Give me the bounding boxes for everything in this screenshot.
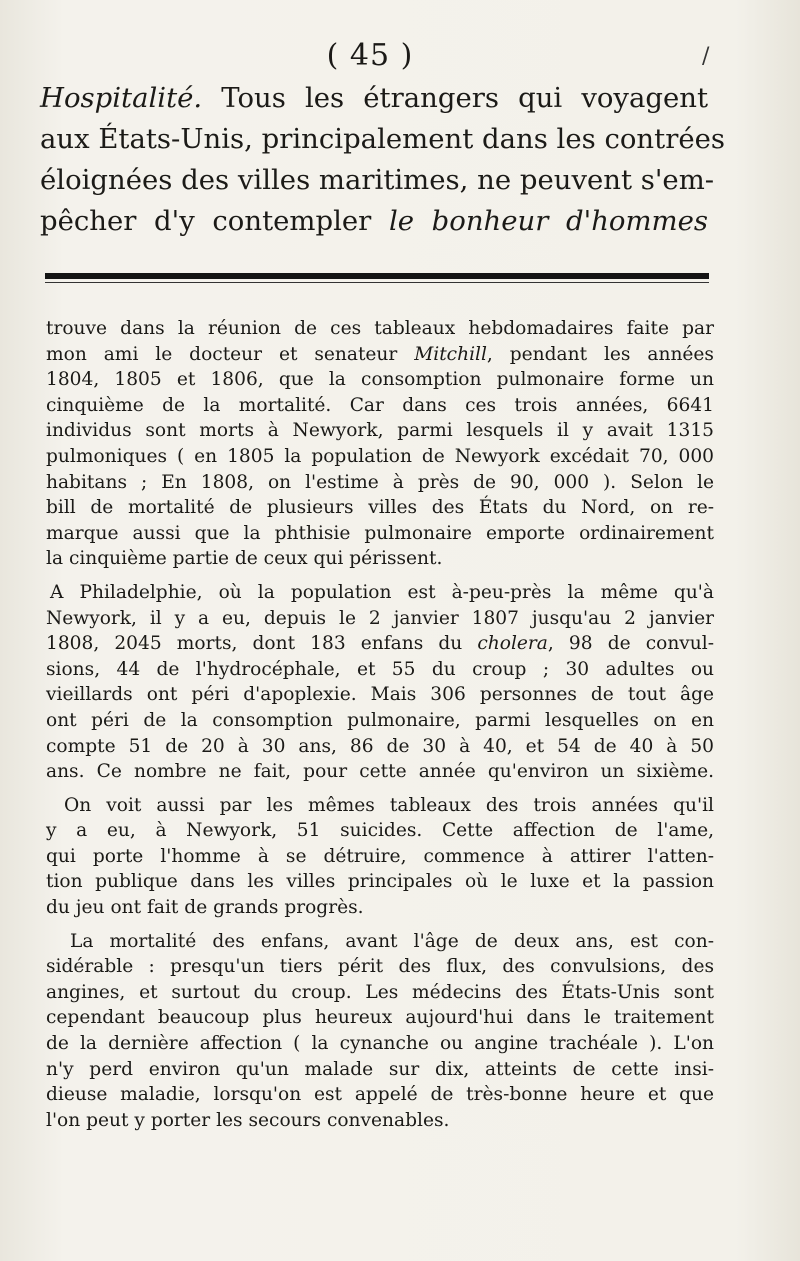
footnote-paragraph-3: On voit aussi par les mêmes tableaux des trois années qu'il y a eu, à Newyork, 51 suicides. Cette affection de l'ame, qui porte l'homme à se détruire, commence à attirer l'atten- tion publique dans les villes principales où le luxe et la passion du jeu ont fait de grands progrès. (46, 794, 714, 919)
main-text-line-2: aux États-Unis, principalement dans les contrées (40, 123, 726, 155)
main-text-line-3: éloignées des villes maritimes, ne peuvent s'em- (40, 164, 715, 196)
main-text-line-1: Hospitalité. Tous les étrangers qui voyagent (40, 82, 708, 114)
footnote-paragraph-1: trouve dans la réunion de ces tableaux hebdomadaires faite par mon ami le docteur et senateur Mitchill, pendant les années 1804, 1805 et 1806, que la consomption pulmonaire forme un cinquième de la mortalité. Car dans ces trois années, 6641 individus sont morts à Newyork, parmi lesquels il y avait 1315 pulmoniques ( en 1805 la population de Newyork excédait 70, 000 habitans ; En 1808, on l'estime à près de 90, 000 ). Selon le bill de mortalité de plusieurs villes des États du Nord, on re- marque aussi que la phthisie pulmonaire emporte ordinairement la cinquième partie de ceux qui périssent. (46, 318, 714, 570)
term-cholera: cholera (477, 633, 548, 655)
footnote-paragraph-2: A Philadelphie, où la population est à-peu-près la même qu'à Newyork, il y a eu, depuis le 2 janvier 1807 jusqu'au 2 janvier 1808, 2045 morts, dont 183 enfans du cholera, 98 de convul- sions, 44 de l'hydrocéphale, et 55 du croup ; 30 adultes ou vieillards ont péri d'apoplexie. Mais 306 personnes de tout âge ont péri de la consomption pulmonaire, parmi lesquelles on en compte 51 de 20 à 30 ans, 86 de 30 à 40, et 54 de 40 à 50 ans. Ce nombre ne fait, pour cette année qu'environ un sixième. (46, 581, 714, 783)
footnote-text (46, 316, 714, 1133)
main-text-block (40, 78, 726, 242)
footnote-separator-thin-rule (45, 282, 709, 283)
footnote-paragraph-4: La mortalité des enfans, avant l'âge de deux ans, est con- sidérable : presqu'un tiers périt des flux, des convulsions, des angines, et surtout du croup. Les médecins des États-Unis sont cependant beaucoup plus heureux aujourd'hui dans le traitement de la dernière affection ( la cynanche ou angine trachéale ). L'on n'y perd environ qu'un malade sur dix, atteints de cette insi- dieuse maladie, lorsqu'on est appelé de très-bonne heure et que l'on peut y porter les secours convenables. (46, 930, 714, 1131)
corner-mark: / (702, 44, 710, 69)
section-lead: Hospitalité. (40, 82, 203, 114)
main-text-line-4: pêcher d'y contempler le bonheur d'hommes (40, 205, 708, 237)
page-number: ( 45 ) (326, 38, 414, 73)
footnote-separator-rule (45, 273, 709, 279)
name-mitchill: Mitchill (414, 343, 487, 365)
